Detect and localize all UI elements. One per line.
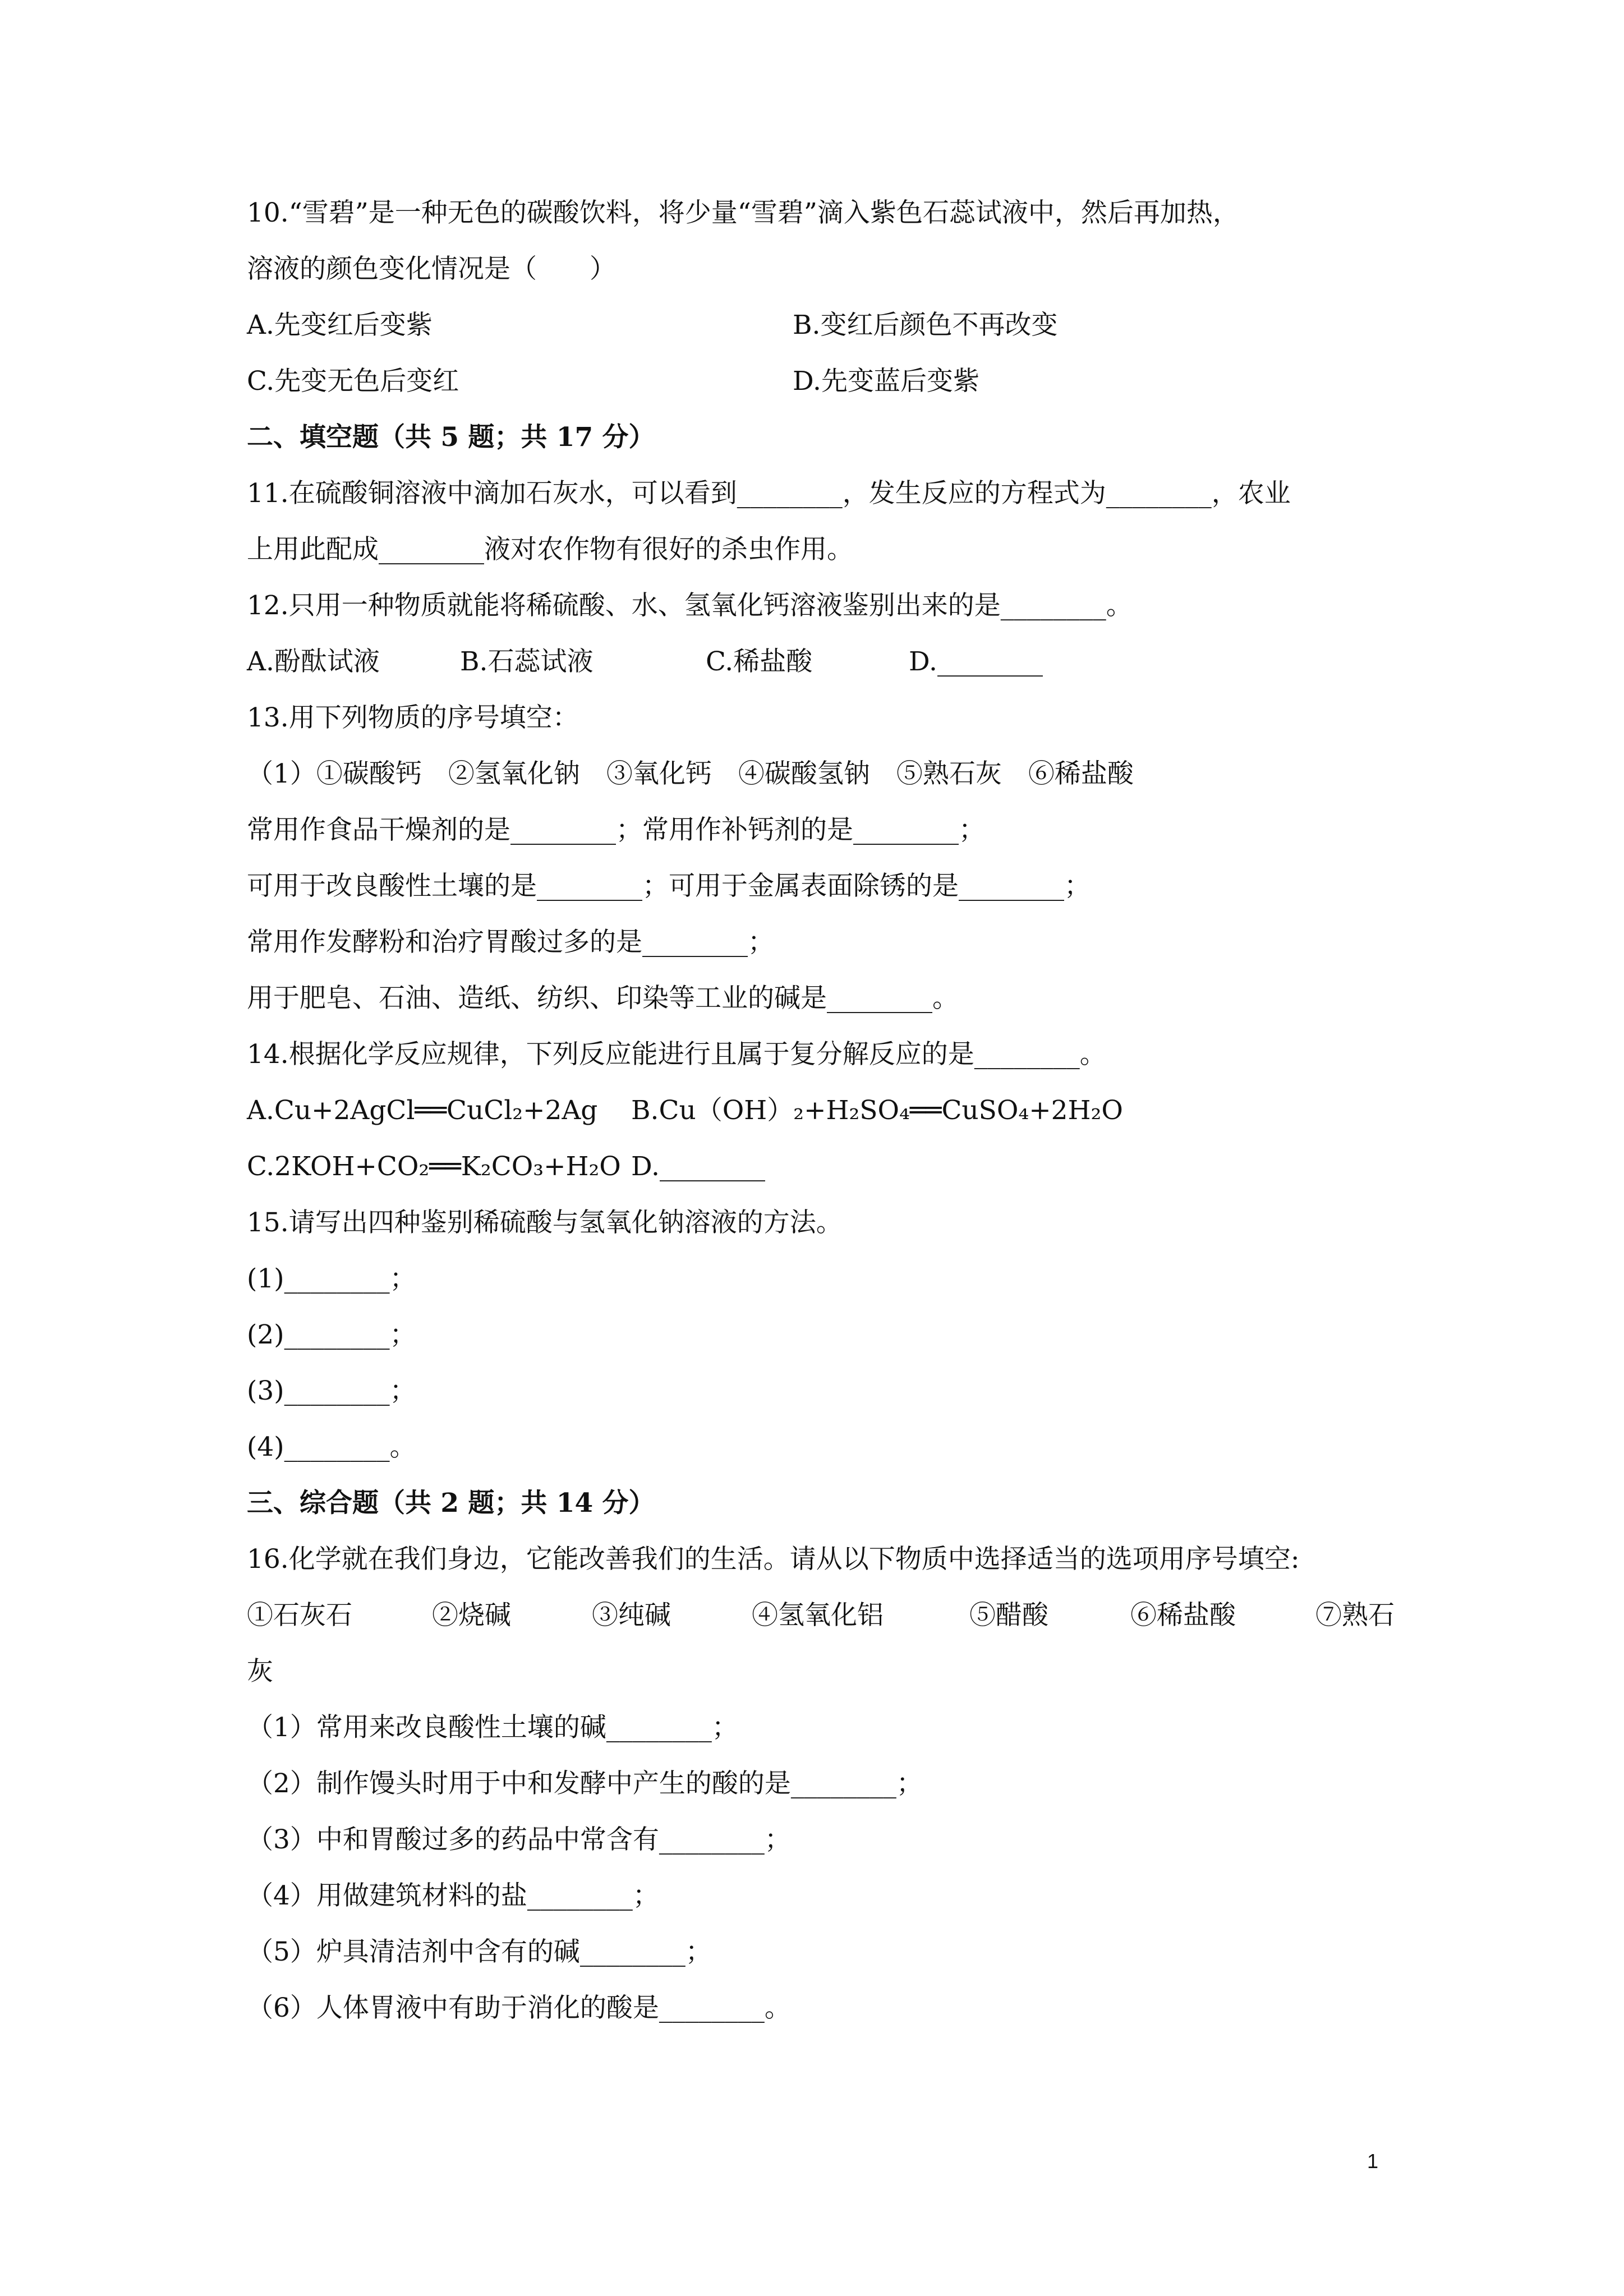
q16-sub-1: （1）常用来改良酸性土壤的碱________； bbox=[247, 1712, 738, 1743]
q13-blank-line3: 常用作发酵粉和治疗胃酸过多的是________； bbox=[247, 927, 774, 958]
q10-option-a: A.先变红后变紫 bbox=[247, 310, 433, 341]
q11-stem-line1: 11.在硫酸铜溶液中滴加石灰水，可以看到________，发生反应的方程式为________，农业 bbox=[247, 478, 1291, 509]
q15-answer-1: (1)________； bbox=[247, 1263, 416, 1294]
q14-option-c: C.2KOH+CO₂══K₂CO₃+H₂O bbox=[247, 1151, 621, 1182]
q14-option-a: A.Cu+2AgCl══CuCl₂+2Ag bbox=[247, 1095, 598, 1126]
q16-item-wrap: 灰 bbox=[247, 1656, 273, 1687]
q12-option-d: D.________ bbox=[909, 646, 1043, 677]
q16-item: ③纯碱 bbox=[592, 1600, 671, 1631]
q11-stem-line2: 上用此配成________液对农作物有很好的杀虫作用。 bbox=[247, 534, 853, 565]
q14-option-b: B.Cu（OH）₂+H₂SO₄══CuSO₄+2H₂O bbox=[631, 1095, 1123, 1126]
q15-stem: 15.请写出四种鉴别稀硫酸与氢氧化钠溶液的方法。 bbox=[247, 1207, 843, 1238]
q13-blank-line4: 用于肥皂、石油、造纸、纺织、印染等工业的碱是________。 bbox=[247, 983, 959, 1014]
q10-option-b: B.变红后颜色不再改变 bbox=[793, 310, 1058, 341]
q14-stem: 14.根据化学反应规律，下列反应能进行且属于复分解反应的是________。 bbox=[247, 1039, 1106, 1070]
q10-option-c: C.先变无色后变红 bbox=[247, 366, 459, 397]
q16-item: ④氢氧化铝 bbox=[752, 1600, 884, 1631]
q12-option-b: B.石蕊试液 bbox=[460, 646, 594, 677]
q16-item: ①石灰石 bbox=[247, 1600, 352, 1631]
q12-option-a: A.酚酞试液 bbox=[247, 646, 380, 677]
q15-answer-2: (2)________； bbox=[247, 1319, 416, 1350]
q16-sub-4: （4）用做建筑材料的盐________； bbox=[247, 1880, 659, 1911]
q16-sub-2: （2）制作馒头时用于中和发酵中产生的酸的是________； bbox=[247, 1768, 923, 1799]
q10-option-d: D.先变蓝后变紫 bbox=[793, 366, 979, 397]
q12-option-c: C.稀盐酸 bbox=[706, 646, 813, 677]
q16-item: ⑦熟石 bbox=[1315, 1600, 1395, 1631]
q16-item: ②烧碱 bbox=[432, 1600, 511, 1631]
q13-substance-list: （1）①碳酸钙 ②氢氧化钠 ③氧化钙 ④碳酸氢钠 ⑤熟石灰 ⑥稀盐酸 bbox=[247, 758, 1134, 789]
q13-blank-line2: 可用于改良酸性土壤的是________；可用于金属表面除锈的是________； bbox=[247, 871, 1091, 901]
page-number: 1 bbox=[1367, 2150, 1379, 2173]
q10-stem-line1: 10.“雪碧”是一种无色的碳酸饮料，将少量“雪碧”滴入紫色石蕊试液中，然后再加热， bbox=[247, 197, 1239, 228]
q16-sub-6: （6）人体胃液中有助于消化的酸是________。 bbox=[247, 1993, 791, 2023]
q16-sub-3: （3）中和胃酸过多的药品中常含有________； bbox=[247, 1824, 791, 1855]
q16-stem: 16.化学就在我们身边，它能改善我们的生活。请从以下物质中选择适当的选项用序号填空: bbox=[247, 1544, 1300, 1575]
q12-stem: 12.只用一种物质就能将稀硫酸、水、氢氧化钙溶液鉴别出来的是________。 bbox=[247, 590, 1133, 621]
section-heading-comprehensive: 三、综合题（共 2 题；共 14 分） bbox=[247, 1488, 655, 1519]
q15-answer-4: (4)________。 bbox=[247, 1432, 416, 1462]
q16-item: ⑥稀盐酸 bbox=[1130, 1600, 1236, 1631]
section-heading-fill-in: 二、填空题（共 5 题；共 17 分） bbox=[247, 422, 655, 453]
q14-option-d: D.________ bbox=[631, 1151, 765, 1182]
q16-item: ⑤醋酸 bbox=[969, 1600, 1048, 1631]
q15-answer-3: (3)________； bbox=[247, 1375, 416, 1406]
q10-stem-line2: 溶液的颜色变化情况是（ ） bbox=[247, 254, 616, 284]
q13-stem: 13.用下列物质的序号填空： bbox=[247, 702, 579, 733]
q16-sub-5: （5）炉具清洁剂中含有的碱________； bbox=[247, 1936, 712, 1967]
q13-blank-line1: 常用作食品干燥剂的是________；常用作补钙剂的是________； bbox=[247, 815, 985, 845]
